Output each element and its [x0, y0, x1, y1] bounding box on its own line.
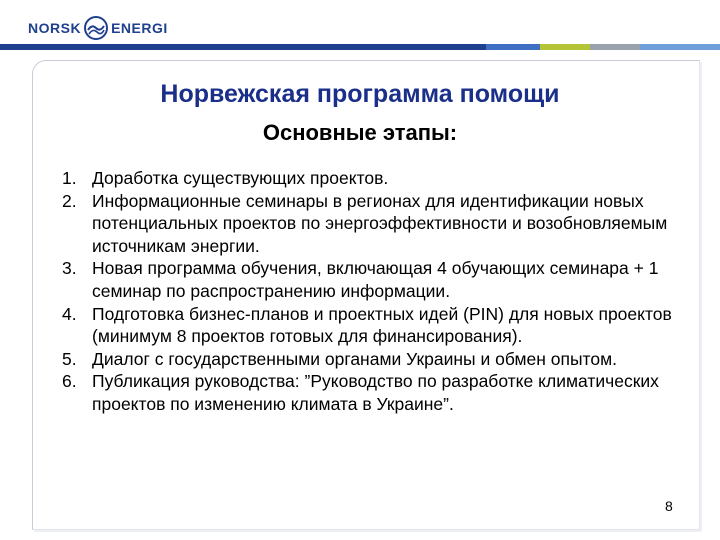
list-item-text: Информационные семинары в регионах для идентификации новых потенциальных проектов по энергоэффективности и возобновляемым источникам энергии.	[92, 190, 668, 256]
list-item	[62, 303, 672, 348]
list-item-number: 1.	[62, 168, 77, 188]
stripe-green	[540, 44, 590, 50]
list-item-number: 3.	[62, 258, 77, 279]
stripe-navy	[0, 44, 486, 50]
logo-text-norsk: NORSK	[28, 20, 82, 36]
steps-list	[62, 167, 672, 416]
list-item-text: Подготовка бизнес-планов и проектных идей (PIN) для новых проектов (минимум 8 проектов готовых для финансирования).	[92, 303, 672, 347]
list-item-text: Диалог с государственными органами Украины и обмен опытом.	[92, 348, 617, 369]
stripe-light-blue	[640, 44, 720, 50]
list-item-number: 4.	[62, 303, 77, 324]
slide-title: Норвежская программа помощи	[160, 80, 560, 108]
list-item	[62, 348, 672, 371]
list-item-number: 6.	[62, 371, 77, 392]
slide-subtitle: Основные этапы:	[262, 120, 458, 145]
stripe-gray	[590, 44, 640, 50]
page-number: 8	[665, 498, 673, 514]
logo-emblem-icon	[83, 15, 109, 41]
list-item-text: Публикация руководства: ”Руководство по разработке климатических проектов по изменению климата в Украине”.	[92, 371, 659, 414]
list-item	[62, 167, 672, 190]
list-item	[62, 190, 672, 258]
list-item	[62, 257, 672, 302]
stripe-blue	[486, 44, 540, 50]
list-item-text: Доработка существующих проектов.	[92, 168, 389, 188]
header-color-stripes	[0, 44, 720, 50]
norsk-energi-logo	[28, 14, 168, 42]
list-item	[62, 370, 672, 415]
logo-text-energi: ENERGI	[111, 20, 168, 36]
list-item-number: 5.	[62, 348, 77, 369]
list-item-text: Новая программа обучения, включающая 4 обучающих семинара + 1 семинар по распространению информации.	[92, 258, 659, 301]
list-item-number: 2.	[62, 190, 77, 211]
